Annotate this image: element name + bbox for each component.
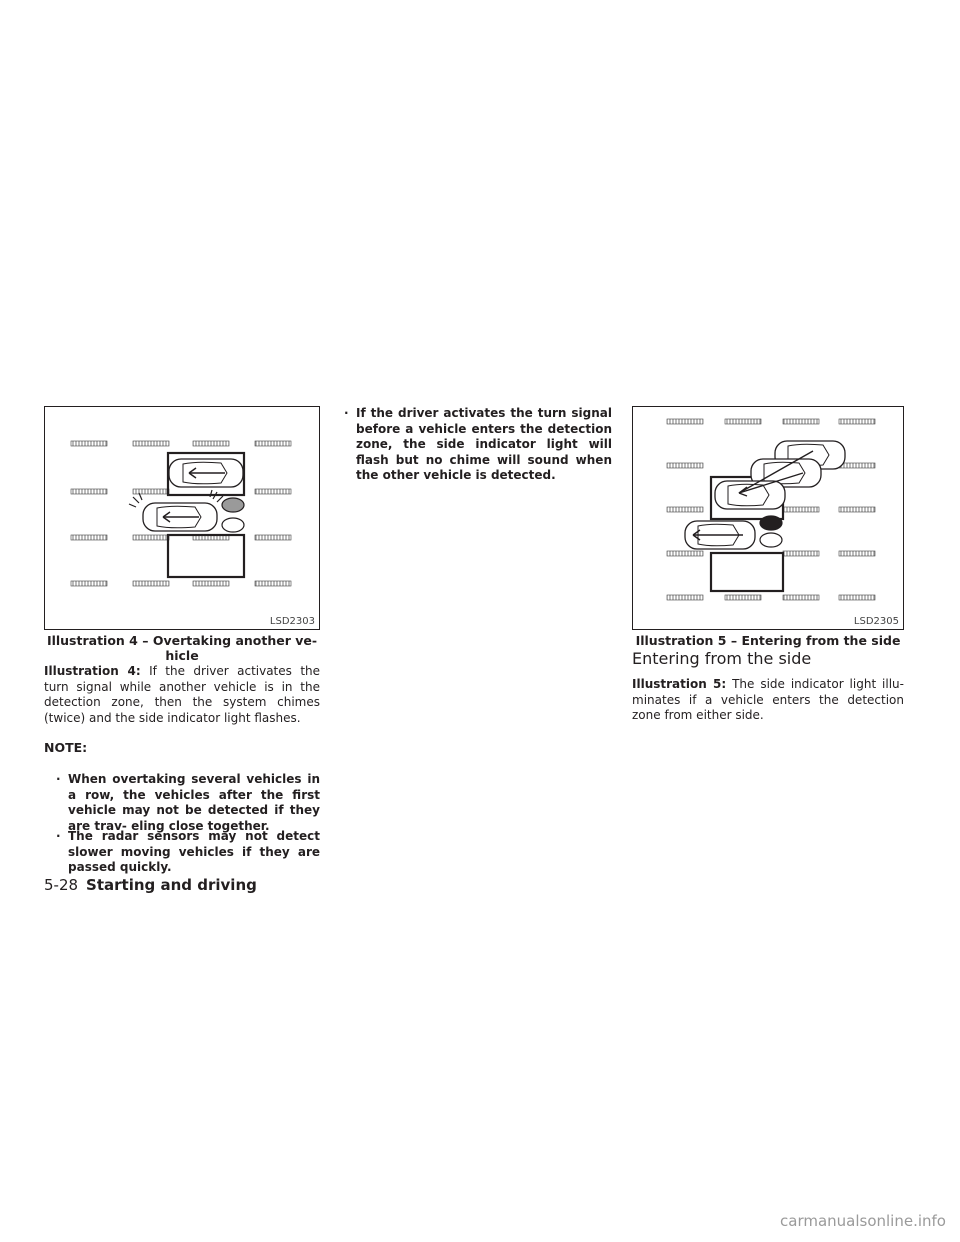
page-number: 5-28 [44, 876, 79, 894]
indicator-light-off [760, 533, 782, 547]
bullet-text: When overtaking several vehicles in a row, the vehicles after the first vehicle may not be detected if they are trav- eling close together. [68, 772, 320, 833]
note-bullet-2 [56, 829, 320, 876]
para-label: Illustration 4: [44, 664, 141, 678]
bullet-dot: · [56, 772, 61, 786]
note-heading: NOTE: [44, 740, 88, 755]
detection-zone-lower [168, 535, 244, 577]
watermark[interactable] [0, 1212, 960, 1230]
middle-bullet-1 [344, 406, 612, 484]
section-title: Starting and driving [86, 876, 257, 894]
overtaking-diagram [45, 407, 320, 630]
entering-vehicle-pos-3 [715, 481, 785, 509]
illustration-5-caption: Illustration 5 – Entering from the side [635, 633, 901, 648]
section-heading: Entering from the side [632, 649, 812, 668]
other-vehicle [169, 459, 243, 487]
illustration-4-paragraph [44, 664, 320, 726]
entering-side-diagram [633, 407, 904, 630]
bullet-text: If the driver activates the turn signal before a vehicle enters the detection zone, the side indicator light will flash but no chime will sound when the other vehicle is detected. [356, 406, 612, 482]
illustration-5-figure [632, 406, 904, 630]
illustration-4-figure [44, 406, 320, 630]
para-text: The side indicator light illu- minates if a vehicle enters the detection zone from either side. [632, 677, 904, 722]
bullet-dot: · [344, 406, 349, 420]
para-label: Illustration 5: [632, 677, 727, 691]
figure-code: LSD2305 [853, 616, 899, 627]
illustration-4-caption: Illustration 4 – Overtaking another ve- hicle [46, 633, 318, 663]
watermark-text: carmanualsonline.info [780, 1212, 946, 1230]
note-bullet-1 [56, 772, 320, 834]
para-text: If the driver activates the turn signal while another vehicle is in the detection zone, then the system chimes (twice) and the side indicator light flashes. [44, 664, 321, 725]
own-vehicle [143, 503, 217, 531]
bullet-text: The radar sensors may not detect slower moving vehicles if they are passed quickly. [68, 829, 320, 874]
bullet-dot: · [56, 829, 61, 843]
illustration-5-paragraph [632, 677, 904, 724]
indicator-light-off [222, 518, 244, 532]
figure-code: LSD2303 [269, 616, 315, 627]
indicator-light-lit [222, 498, 244, 512]
page-footer [44, 876, 257, 894]
indicator-light-lit [760, 516, 782, 530]
detection-zone-lower [711, 553, 783, 591]
